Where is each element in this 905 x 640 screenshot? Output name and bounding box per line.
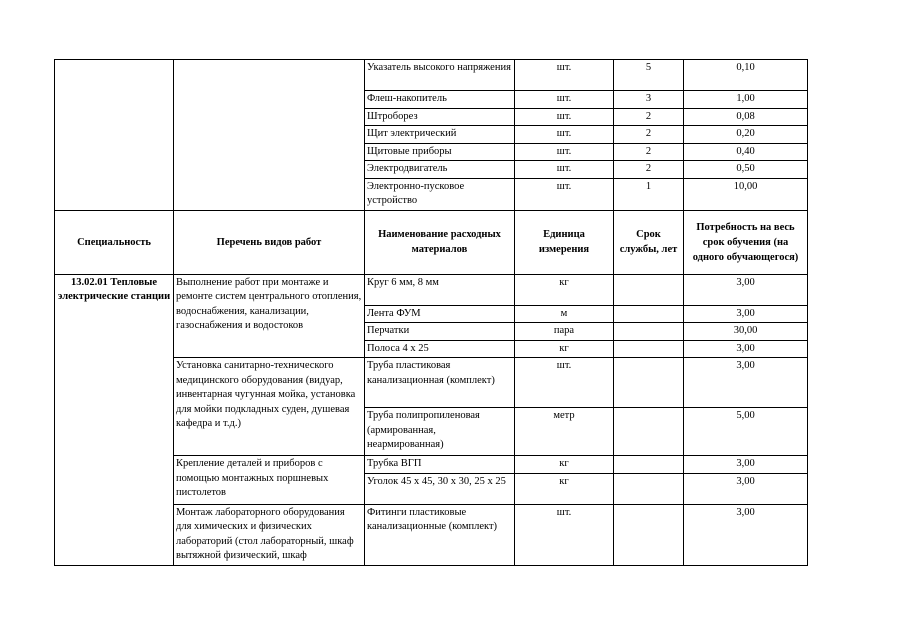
need-cell: 3,00 — [684, 358, 808, 408]
need-cell: 3,00 — [684, 305, 808, 323]
term-cell: 5 — [614, 60, 684, 91]
unit-cell: шт. — [515, 178, 614, 210]
need-cell: 0,50 — [684, 161, 808, 179]
material-name: Круг 6 мм, 8 мм — [365, 274, 515, 305]
unit-cell: кг — [515, 340, 614, 358]
unit-cell: м — [515, 305, 614, 323]
material-name: Электронно-пусковое устройство — [365, 178, 515, 210]
unit-cell: шт. — [515, 358, 614, 408]
unit-cell: шт. — [515, 504, 614, 565]
header-works: Перечень видов работ — [174, 210, 365, 274]
need-cell: 0,08 — [684, 108, 808, 126]
material-name: Щитовые приборы — [365, 143, 515, 161]
unit-cell: шт. — [515, 91, 614, 109]
header-need: Потребность на весь срок обучения (на одного обучающегося) — [684, 210, 808, 274]
need-cell: 0,20 — [684, 126, 808, 144]
need-cell: 3,00 — [684, 504, 808, 565]
need-cell: 1,00 — [684, 91, 808, 109]
term-cell: 1 — [614, 178, 684, 210]
unit-cell: кг — [515, 473, 614, 504]
material-name: Щит электрический — [365, 126, 515, 144]
table-header-row — [55, 210, 808, 274]
term-cell: 2 — [614, 143, 684, 161]
need-cell: 5,00 — [684, 408, 808, 456]
term-cell — [614, 504, 684, 565]
material-name: Труба полипропиленовая (армированная, неармированная) — [365, 408, 515, 456]
header-materials: Наименование расходных материалов — [365, 210, 515, 274]
term-cell: 2 — [614, 161, 684, 179]
term-cell — [614, 408, 684, 456]
material-name: Лента ФУМ — [365, 305, 515, 323]
unit-cell: шт. — [515, 161, 614, 179]
work-item: Установка санитарно-технического медицинского оборудования (видуар, инвентарная чугунная мойка, установка для мойки подкладных суден, душевая кафедра и т.д.) — [174, 358, 365, 456]
need-cell: 10,00 — [684, 178, 808, 210]
term-cell: 3 — [614, 91, 684, 109]
unit-cell: кг — [515, 456, 614, 474]
need-cell: 3,00 — [684, 456, 808, 474]
need-cell: 3,00 — [684, 274, 808, 305]
material-name: Штроборез — [365, 108, 515, 126]
term-cell — [614, 305, 684, 323]
table-row — [55, 274, 808, 305]
material-name: Труба пластиковая канализационная (комплект) — [365, 358, 515, 408]
term-cell — [614, 323, 684, 341]
unit-cell: кг — [515, 274, 614, 305]
need-cell: 0,40 — [684, 143, 808, 161]
term-cell — [614, 473, 684, 504]
work-item: Крепление деталей и приборов с помощью монтажных поршневых пистолетов — [174, 456, 365, 505]
specialty-cell: 13.02.01 Тепловые электрические станции — [55, 274, 174, 565]
unit-cell: шт. — [515, 60, 614, 91]
unit-cell: пара — [515, 323, 614, 341]
unit-cell: метр — [515, 408, 614, 456]
header-term: Срок службы, лет — [614, 210, 684, 274]
material-name: Фитинги пластиковые канализационные (комплект) — [365, 504, 515, 565]
term-cell — [614, 358, 684, 408]
material-name: Полоса 4 х 25 — [365, 340, 515, 358]
material-name: Перчатки — [365, 323, 515, 341]
header-unit: Единица измерения — [515, 210, 614, 274]
term-cell: 2 — [614, 108, 684, 126]
material-name: Электродвигатель — [365, 161, 515, 179]
term-cell — [614, 274, 684, 305]
material-name: Указатель высокого напряжения — [365, 60, 515, 91]
term-cell — [614, 456, 684, 474]
works-cell-empty — [174, 60, 365, 211]
work-item: Монтаж лабораторного оборудования для химических и физических лабораторий (стол лабораторный, шкаф вытяжной физический, шкаф — [174, 504, 365, 565]
need-cell: 0,10 — [684, 60, 808, 91]
header-specialty: Специальность — [55, 210, 174, 274]
material-name: Трубка ВГП — [365, 456, 515, 474]
material-name: Уголок 45 х 45, 30 х 30, 25 х 25 — [365, 473, 515, 504]
material-name: Флеш-накопитель — [365, 91, 515, 109]
need-cell: 3,00 — [684, 340, 808, 358]
need-cell: 3,00 — [684, 473, 808, 504]
unit-cell: шт. — [515, 143, 614, 161]
unit-cell: шт. — [515, 108, 614, 126]
unit-cell: шт. — [515, 126, 614, 144]
term-cell: 2 — [614, 126, 684, 144]
table-row — [55, 60, 808, 91]
materials-table — [54, 59, 808, 566]
specialty-cell-empty — [55, 60, 174, 211]
term-cell — [614, 340, 684, 358]
need-cell: 30,00 — [684, 323, 808, 341]
work-item: Выполнение работ при монтаже и ремонте систем центрального отопления, водоснабжения, канализации, газоснабжения и водостоков — [174, 274, 365, 358]
